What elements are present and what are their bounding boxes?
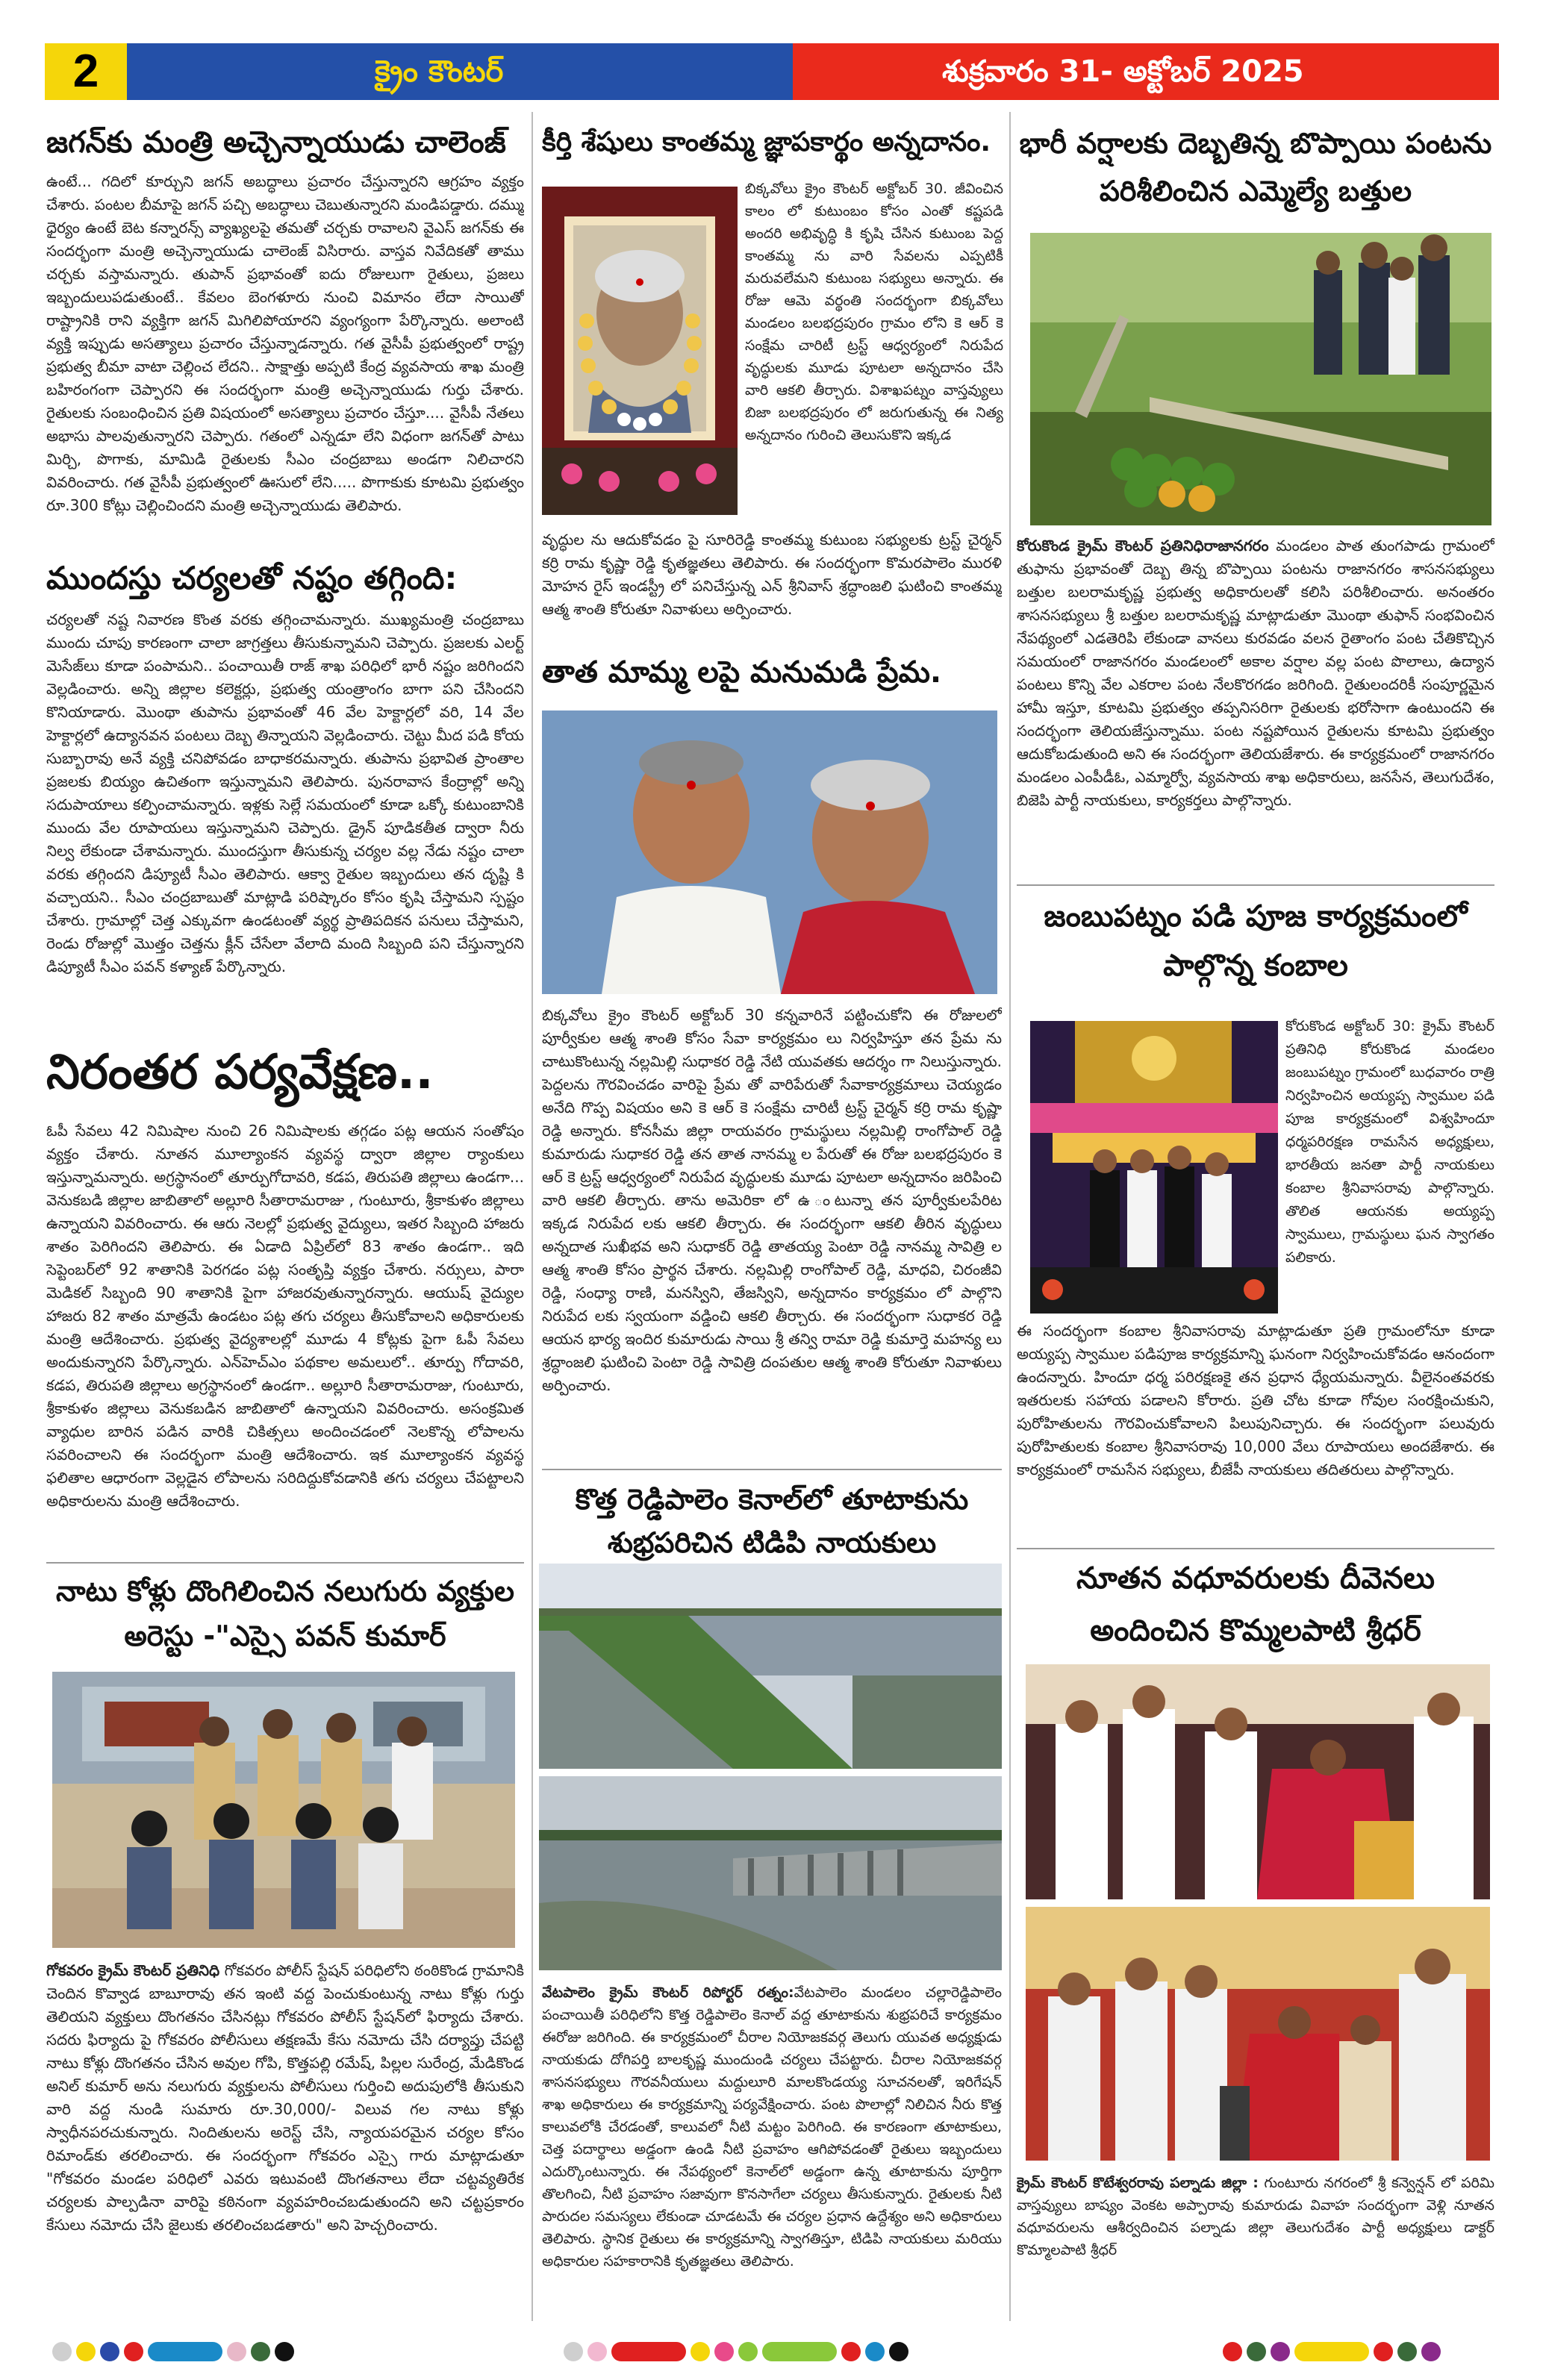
reg-dot bbox=[52, 2342, 72, 2361]
jagan-body: ఉంటే... గదిలో కూర్చుని జగన్ అబద్ధాలు ప్రచారం చేస్తున్నారని ఆగ్రహం వ్యక్తం చేశారు. పంటల బీమాపై జగన్ పచ్చి అబద్ధాలు చెబుతున్నారని మండిపడ్డారు. దమ్ము ధైర్యం ఉంటే బెట కన్నారన్స్ వ్యాఖ్యలపై తమతో చర్చకు రావాలని వైఎస్ జగన్‌కు ఈ సందర్భంగా మంత్రి అచ్చెన్నాయుడు చాలెంజ్ విసిరారు. వాస్తవ నివేదికతో తాము చర్చకు వస్తామన్నారు. తుపాన్ ప్రభావంతో ఐదు రోజులుగా రైతులు, ప్రజలు ఇబ్బందులుపడుతుంటే.. కేవలం బెంగళూరు నుంచి విమానం లేదా సాయితో రాష్ట్రానికి రాని వ్యక్తిగా జగన్ మిగిలిపోయారని వ్యంగ్యంగా పేర్కొన్నారు. అలాంటి వ్యక్తి ఇప్పుడు అసత్యాలు ప్రచారం చేస్తున్నాడన్నారు. గత వైసీపీ ప్రభుత్వంలో రాష్ట్ర ప్రభుత్వ బీమా వాటా చెల్లించ లేదని.. సాక్షాత్తు అప్పటి కేంద్ర వ్యవసాయ శాఖ మంత్రి బహిరంగంగా చెప్పారని ఈ సందర్భంగా మంత్రి అచ్చెన్నాయుడు గుర్తు చేశారు. రైతులకు సంబంధించిన ప్రతి విషయంలో అసత్యాలు ప్రచారం చేస్తూ.... వైసీపీ నేతలు అభాసు పాలవుతున్నారని చెప్పారు. గతంలో ఎన్నడూ లేని విధంగా జగన్‌తో పాటు మిర్చి, పొగాకు, మామిడి రైతులకు సీఎం చంద్రబాబు అండగా నిలిచారని వివరించారు. గత వైసీపీ ప్రభుత్వంలో ఊసులో లేని..... పొగాకుకు కూటమి ప్రభుత్వం రూ.300 కోట్లు చెల్లించిందని మంత్రి అచ్చెన్నాయుడు తెలిపారు. bbox=[46, 172, 524, 514]
canal-lead: వేటపాలెం క్రైమ్ కౌంటర్ రిపోర్టర్ రత్నం: bbox=[542, 1984, 794, 2001]
section-title: క్రైం కౌంటర్ bbox=[136, 43, 793, 100]
divider bbox=[542, 1469, 1002, 1470]
reg-dot bbox=[251, 2342, 270, 2361]
grandson-body: బిక్కవోలు క్రైం కౌంటర్ అక్టోబర్ 30 కన్నవారినే పట్టించుకోని ఈ రోజులలో పూర్వీకుల ఆత్మ శాంతి కోసం సేవా కార్యక్రమం లు నిర్వహిస్తూ తన ప్రేమ ను చాటుకొంటున్న నల్లమిల్లి సుధాకర రెడ్డి నేటి యువతకు ఆదర్శం గా నిలుస్తున్నారు. పెద్దలను గౌరవించడం వారిపై ప్రేమ తో వారిపేరుతో సేవాకార్యక్రమాలు చెయ్యడం అనేది గొప్ప విషయం అని కె ఆర్ కె సంక్షేమ చారిటీ ట్రస్ట్ చైర్మన్ కర్రి రామ కృష్ణా రెడ్డి అన్నారు. కోనసీమ జిల్లా రాయవరం గ్రామస్థులు నల్లమిల్లి రాంగోపాల్ రెడ్డి కుమారుడు సుధాకర రెడ్డి తన తాత నానమ్మ ల పేరుతో ఈ రోజు బలభద్రపురం కె ఆర్ కె ట్రస్ట్ ఆధ్వర్యంలో నిరుపేద వృద్ధులకు మూడు పూటలా అన్నదానం జరిపించి వారి ఆకలి తీర్చారు. తాను అమెరికా లో ఉ ంటున్నా తన పూర్వీకులపేరిట ఇక్కడ నిరుపేద లకు ఆకలి తీర్చారు. ఈ సందర్భంగా ఆకలి తీరిన వృద్ధులు అన్నదాత సుఖీభవ అని సుధాకర్ రెడ్డి తాతయ్య పెంటా రెడ్డి నానమ్మ సావిత్రి ల ఆత్మ శాంతి కోసం ప్రార్థన చేశారు. నల్లమిల్లి రాంగోపాల్ రెడ్డి, మాధవి, చిరంజీవి రెడ్డి, సంధ్యా రాణి, మనస్విని, తేజస్విని, అన్నదానం కార్యక్రమం లో పాల్గొని నిరుపేద లకు స్వయంగా వడ్డించి ఆకలి తీర్చారు. ఈ సందర్భంగా సుధాకర రెడ్డి ఆయన భార్య ఇందిర కుమారుడు సాయి శ్రీ తన్వి రామా రెడ్డి కుమార్తె మహన్య లు శ్రద్ధాంజలి ఘటించి పెంటా రెడ్డి సావిత్రి దంపతుల ఆత్మ శాంతి కోరుతూ నివాళులు అర్పించారు. bbox=[542, 1006, 1002, 1394]
canal-text: వేటపాలెం మండలం చల్లారెడ్డిపాలెం పంచాయితీ పరిధిలోని కొత్త రెడ్డిపాలెం కెనాల్ వద్ద తూటాకును శుభ్రపరిచే కార్యక్రమం ఈరోజు జరిగింది. ఈ కార్యక్రమంలో చీరాల నియోజకవర్గ తెలుగు యువత అధ్యక్షుడు నాయకుడు దోగిపర్తి బాలకృష్ణ ముందుండి చర్యలు చేపట్టారు. చీరాల నియోజకవర్గ శాసనసభ్యులు గౌరవనీయులు మద్దులూరి మాలకొండయ్య సూచనలతో, ఇరిగేషన్ శాఖ అధికారులు ఈ కార్యక్రమాన్ని పర్యవేక్షించారు. పంట పొలాల్లో నిలిచిన నీరు కొత్త కాలువలోకి చేరడంతో, కాలువలో నీటి మట్టం పెరిగింది. ఈ కారణంగా తూటాకులు, చెత్త పదార్థాలు అడ్డంగా ఉండి నీటి ప్రవాహం ఆగిపోవడంతో రైతులు ఇబ్బందులు ఎదుర్కొంటున్నారు. ఈ నేపథ్యంలో కెనాల్‌లో అడ్డంగా ఉన్న తూటాకును పూర్తిగా తొలగించి, నీటి ప్రవాహం సజావుగా కొనసాగేలా చర్యలు తీసుకున్నారు. రైతులకు నీటి పారుదల సమస్యలు లేకుండా చూడటమే ఈ చర్యల ప్రధాన ఉద్దేశ్యం అని అధికారులు తెలిపారు. స్థానిక రైతులు ఈ కార్యక్రమాన్ని స్వాగతిస్తూ, టిడిపి నాయకులు మరియు అధికారుల సహకారానికి కృతజ్ఞతలు తెలిపారు. bbox=[542, 1984, 1002, 2270]
wedding-photo-bottom bbox=[1026, 1907, 1490, 2161]
reg-dot bbox=[564, 2342, 583, 2361]
reg-dot bbox=[1397, 2342, 1417, 2361]
chicken-body bbox=[46, 1959, 524, 2287]
police-arrest-photo bbox=[52, 1672, 515, 1948]
papaya-lead: కోరుకొండ క్రైమ్ కౌంటర్ ప్రతినిధిరాజానగరం bbox=[1017, 537, 1269, 555]
chicken-text: గోకవరం పోలీస్ స్టేషన్ పరిధిలోని ఠంఠికొండ గ్రామానికి చెందిన కొవ్వాడ బాబూరావు తన ఇంటి వద్ద పెంచుకుంటున్న నాటు కోళ్లు గుర్తు తెలియని వ్యక్తులు దొంగతనం చేసినట్లు గోకవరం పోలీస్ స్టేషన్‌లో ఫిర్యాదు చేశారు. సదరు ఫిర్యాదు పై గోకవరం పోలీసులు తక్షణమే కేసు నమోదు చేసి దర్యాప్తు చేపట్టి నాటు కోళ్లు దొంగతనం చేసిన అవుల గోపి, కొత్తపల్లి రమేష్, పిల్లల సురేంద్ర, మేడికొండ అనిల్ కుమార్ అను నలుగురు వ్యక్తులను పోలీసులు గుర్తించి అదుపులోకి తీసుకుని వారి వద్ద నుండి సుమారు రూ.30,000/- విలువ గల నాటు కోళ్లు స్వాధీనపరచుకున్నారు. నిందితులను అరెస్ట్ చేసి, న్యాయపరమైన చర్యల కోసం రిమాండ్‌కు తరలించారు. ఈ సందర్భంగా గోకవరం ఎస్సై గారు మాట్లాడుతూ "గోకవరం మండల పరిధిలో ఎవరు ఇటువంటి దొంగతనాలు లేదా చట్టవ్యతిరేక చర్యలకు పాల్పడినా వారిపై కఠినంగా వ్యవహరించబడుతుందని అని చట్టప్రకారం కేసులు నమోదు చేసి జైలుకు తరలించబడతారు" అని హెచ్చరించారు. bbox=[46, 1961, 524, 2234]
issue-date: శుక్రవారం 31- అక్టోబర్ 2025 bbox=[793, 43, 1499, 100]
reg-dot bbox=[865, 2342, 885, 2361]
reg-bar bbox=[1294, 2342, 1369, 2361]
monitoring-headline: నిరంతర పర్యవేక్షణ.. bbox=[46, 1045, 434, 1100]
reg-dot bbox=[889, 2342, 908, 2361]
reg-dot bbox=[1223, 2342, 1242, 2361]
papaya-text: మండలం పాత తుంగపాడు గ్రామంలో తుఫాను ప్రభావంతో దెబ్బ తిన్న బొప్పాయి పంటను రాజానగరం శాసనసభ్యులు బత్తుల బలరామకృష్ణ ప్రభుత్వ అధికారులతో కలిసి పరిశీలించారు. అనంతరం శాసనసభ్యులు శ్రీ బత్తుల బలరామకృష్ణ మాట్లాడుతూ మొంథా తుఫాన్ సంభవించిన నేపథ్యంలో ఎడతెరిపి లేకుండా వానలు కురవడం వలన రైతాంగం పంట చేతికొచ్చిన సమయంలో రాజానగరం మండలంలో అకాల వర్షాల వల్ల పంట పొలాలు, ఉద్యాన పంటలు కొన్ని వేల ఎకరాల పంట నేలకొరగడం జరిగింది. రైతులందరికీ సంపూర్ణమైన హామీ ఇస్తూ, కూటమి ప్రభుత్వం తప్పనిసరిగా రైతులకు భరోసాగా ఉంటుందని ఈ సందర్భంగా తెలియజేస్తున్నాము. పంట నష్టపోయిన రైతులను కూటమి ప్రభుత్వం ఆదుకోబడుతుంది అని ఈ సందర్భంగా తెలియజేశారు. ఈ కార్యక్రమంలో రాజానగరం మండలం ఎంపీడీఓ, ఎమ్మార్వో, వ్యవసాయ శాఖ అధికారులు, జనసేన, తెలుగుదేశం, బిజెపి పార్టీ నాయకులు, కార్యకర్తలు పాల్గొన్నారు. bbox=[1017, 537, 1494, 809]
grandson-headline: తాత మామ్మ లపై మనుమడి ప్రేమ. bbox=[542, 655, 942, 690]
chicken-lead: గోకవరం క్రైమ్ కౌంటర్ ప్రతినిధి bbox=[46, 1961, 220, 1979]
annadanam-headline: కీర్తి శేషులు కాంతమ్మ జ్ఞాపకార్థం అన్నదానం. bbox=[542, 127, 991, 157]
wedding-lead: క్రైమ్ కౌంటర్ కొటేశ్వరరావు పల్నాడు జిల్లా : bbox=[1017, 2175, 1259, 2191]
color-registration-center bbox=[564, 2342, 908, 2361]
divider bbox=[46, 1562, 524, 1564]
reg-dot bbox=[275, 2342, 294, 2361]
monitoring-body: ఓపీ సేవలు 42 నిమిషాల నుంచి 26 నిమిషాలకు తగ్గడం పట్ల ఆయన సంతోషం వ్యక్తం చేశారు. నూతన మూల్యాంకన వ్యవస్థ ద్వారా జిల్లాల ర్యాంకులు ఇస్తున్నామన్నారు. అగ్రస్థానంలో తూర్పుగోదావరి, కడప, తిరుపతి జిల్లాలు ఉండగా... వెనుకబడి జిల్లాల జాబితాలో అల్లూరి సీతారామరాజు , గుంటూరు, శ్రీకాకుళం జిల్లాలు ఉన్నాయని వివరించారు. ఈ ఆరు నెలల్లో ప్రభుత్వ వైద్యులు, ఇతర సిబ్బంది హాజరు శాతం పెరిగిందని తెలిపారు. ఈ ఏడాది ఏప్రిల్‌లో 83 శాతం ఉండగా.. ఇది సెప్టెంబర్‌లో 92 శాతానికి పెరగడం పట్ల సంతృప్తి వ్యక్తం చేశారు. నర్సులు, పారా మెడికల్ సిబ్బంది 90 శాతానికి పైగా హాజరవుతున్నారన్నారు. ఆయుష్ వైద్యుల హాజరు 82 శాతం మాత్రమే ఉండటం పట్ల తగు చర్యలు తీసుకోవాలని అధికారులకు మంత్రి ఆదేశించారు. ప్రభుత్వ వైద్యశాలల్లో మూడు 4 కోట్లకు పైగా ఓపీ సేవలు అందుకున్నారని పేర్కొన్నారు. ఎన్‌హెచ్‌ఎం పథకాల అమలులో.. తూర్పు గోదావరి, కడప, తిరుపతి జిల్లాలు అగ్రస్థానంలో ఉండగా.. అల్లూరి సీతారామరాజు, గుంటూరు, శ్రీకాకుళం జిల్లాలు వెనుకబడిన జాబితాలో ఉన్నాయని వివరించారు. అసంక్రమిత వ్యాధుల బారిన పడిన వారికి చికిత్సలు అందించడంలో నెలకొన్న లోపాలను సవరించాలని ఈ సందర్భంగా మంత్రి ఆదేశించారు. ఇక మూల్యాంకన వ్యవస్థ ఫలితాల ఆధారంగా వెల్లడైన లోపాలను సరిదిద్దుకోవడానికి తగు చర్యలు చేపట్టాలని అధికారులను మంత్రి ఆదేశించారు. bbox=[46, 1122, 524, 1510]
annadanam-body-rest: వృద్ధుల ను ఆదుకోవడం పై సూరిరెడ్డి కాంతమ్మ కుటుంబ సభ్యులకు ట్రస్ట్ చైర్మన్ కర్రి రామ కృష్ణా రెడ్డి కృతజ్ఞతలు తెలిపారు. ఈ సందర్భంగా కొమరపాలెం మురళి మోహన రైస్ ఇండస్ట్రీ లో పనిచేస్తున్న ఎన్ శ్రీనివాస్ శ్రద్ధాంజలి ఘటించి కాంతమ్మ ఆత్మ శాంతి కోరుతూ నివాళులు అర్పించారు. bbox=[542, 531, 1002, 618]
canal-body bbox=[542, 1981, 1002, 2295]
wedding-text: గుంటూరు నగరంలో శ్రీ కన్వెన్షన్ లో పరిమి వాస్తవ్యులు బాష్యం వెంకట అప్పారావు కుమారుడు వివాహ సందర్భంగా వెళ్లి నూతన వధూవరులను ఆశీర్వదించిన పల్నాడు జిల్లా తెలుగుదేశం పార్టీ అధ్యక్షులు డాక్టర్ కొమ్మాలపాటి శ్రీధర్ bbox=[1017, 2175, 1494, 2258]
kambala-body-rest: ఈ సందర్భంగా కంబాల శ్రీనివాసరావు మాట్లాడుతూ ప్రతి గ్రామంలోనూ కూడా అయ్యప్ప స్వాముల పడిపూజ కార్యక్రమాన్ని ఘనంగా నిర్వహించుకోవడం ఆనందంగా ఉందన్నారు. హిందూ ధర్మ పరిరక్షణకై తన ప్రధాన ధ్యేయమన్నారు. వీలైనంతవరకు ఇతరులకు సహాయ పడాలని కోరారు. ప్రతి చోట కూడా గోవుల సంరక్షించుకుని, పురోహితులను గౌరవించుకోవాలని పిలుపునిచ్చారు. ఈ సందర్భంగా పలువురు పురోహితులకు కంబాల శ్రీనివాసరావు 10,000 వేలు రూపాయలు అందజేశారు. ఈ కార్యక్రమంలో రామసేన సభ్యులు, బీజేపీ నాయకులు తదితరులు పాల్గొన్నారు. bbox=[1017, 1322, 1494, 1478]
papaya-body bbox=[1017, 534, 1494, 878]
reg-dot bbox=[1421, 2342, 1441, 2361]
reg-dot bbox=[841, 2342, 861, 2361]
jagan-headline: జగన్‌కు మంత్రి అచ్చెన్నాయుడు చాలెంజ్ bbox=[46, 125, 506, 160]
reg-dot bbox=[124, 2342, 143, 2361]
reg-dot bbox=[76, 2342, 96, 2361]
chicken-headline: నాటు కోళ్లు దొంగిలించిన నలుగురు వ్యక్తుల అరెస్టు -"ఎస్సై పవన్ కుమార్ bbox=[56, 1575, 514, 1652]
color-registration-left bbox=[52, 2342, 294, 2361]
wedding-headline: నూతన వధూవరులకు దీవెనలు అందించిన కొమ్మలపాటి శ్రీధర్ bbox=[1076, 1561, 1436, 1648]
masthead-divider bbox=[127, 43, 136, 100]
padi-pooja-photo bbox=[1030, 1021, 1278, 1314]
divider bbox=[1017, 884, 1494, 886]
reg-dot bbox=[691, 2342, 710, 2361]
color-registration-right bbox=[1223, 2342, 1441, 2361]
papaya-field-photo bbox=[1030, 233, 1491, 525]
canal-photo-top bbox=[539, 1564, 1002, 1769]
reg-dot bbox=[1271, 2342, 1290, 2361]
reg-dot bbox=[738, 2342, 758, 2361]
precaution-headline: ముందస్తు చర్యలతో నష్టం తగ్గింది: bbox=[46, 560, 458, 596]
wedding-body bbox=[1017, 2172, 1494, 2276]
reg-bar bbox=[148, 2342, 222, 2361]
reg-dot bbox=[1247, 2342, 1266, 2361]
column-rule bbox=[1009, 112, 1011, 2321]
reg-dot bbox=[714, 2342, 734, 2361]
canal-headline: కొత్త రెడ్డిపాలెం కెనాల్‌లో తూటాకును శుభ్రపరిచిన టిడిపి నాయకులు bbox=[575, 1483, 969, 1559]
canal-photo-bottom bbox=[539, 1776, 1002, 1970]
reg-bar bbox=[611, 2342, 686, 2361]
precaution-body: చర్యలతో నష్ట నివారణ కొంత వరకు తగ్గించామన్నారు. ముఖ్యమంత్రి చంద్రబాబు ముందు చూపు కారణంగా చాలా జాగ్రత్తలు తీసుకున్నామని చెప్పారు. ప్రజలకు ఎలర్ట్ మెసేజ్‌లు కూడా పంపామని.. పంచాయితీ రాజ్ శాఖ పరిధిలో భారీ నష్టం జరిగిందని వెల్లడించారు. అన్ని జిల్లాల కలెక్టర్లు, ప్రభుత్వ యంత్రాంగం బాగా పని చేసిందని కొనియాడారు. మొంథా తుపాను ప్రభావంతో 46 వేల హెక్టార్లలో వరి, 14 వేల హెక్టార్లలో ఉద్యానవన పంటలు దెబ్బ తిన్నాయని వెల్లడించారు. చెట్టు మీద పడి కోయ సుబ్బారావు అనే వ్యక్తి చనిపోవడం బాధాకరమన్నారు. తుపాను ప్రభావిత ప్రాంతాల ప్రజలకు బియ్యం ఉచితంగా ఇస్తున్నామని తెలిపారు. పునరావాస కేంద్రాల్లో అన్ని సదుపాయాలు కల్పించామన్నారు. ఇళ్లకు సెల్లే సమయంలో కూడా ఒక్కో కుటుంబానికి ముందు వేల రూపాయలు ఇస్తున్నామని చెప్పారు. డ్రైన్ పూడికతీత ద్వారా నీరు నిల్వ లేకుండా చేశామన్నారు. ముందస్తుగా తీసుకున్న చర్యల వల్ల నేడు నష్టం చాలా వరకు తగ్గిందని డిప్యూటీ సీఎం తెలిపారు. ఆక్వా రైతుల ఇబ్బందులు తన దృష్టి కి వచ్చాయని.. సీఎం చంద్రబాబుతో మాట్లాడి పరిష్కారం కోసం కృషి చేస్తామని స్పష్టం చేశారు. గ్రామాల్లో చెత్త ఎక్కువగా ఉండటంతో వ్యర్థ ప్రాతిపదికన పనులు చేస్తామని, రెండు రోజుల్లో మొత్తం చెత్తను క్లీన్ చేసేలా వేలాది మంది సిబ్బంది పని చేస్తున్నారని డిప్యూటీ సీఎం పవన్ కళ్యాణ్ పేర్కొన్నారు. bbox=[46, 610, 524, 975]
page-number: 2 bbox=[45, 43, 127, 100]
wedding-photo-top bbox=[1026, 1664, 1490, 1899]
elderly-couple-photo bbox=[542, 710, 997, 994]
reg-dot bbox=[1374, 2342, 1393, 2361]
divider bbox=[1017, 1548, 1494, 1549]
annadanam-body-top: బిక్కవోలు క్రైం కౌంటర్ అక్టోబర్ 30. జీవించిన కాలం లో కుటుంబం కోసం ఎంతో కష్టపడి అందరి అభివృద్ధి కి కృషి చేసిన కుటుంబ పెద్ద కాంతమ్మ ను వారి సేవలను ఎప్పటికీ మరువలేమని కుటుంబ సభ్యులు అన్నారు. ఈ రోజు ఆమె వర్థంతి సందర్భంగా బిక్కవోలు మండలం బలభద్రపురం గ్రామం లోని కె ఆర్ కె సంక్షేమ చారిటీ ట్రస్ట్ ఆధ్వర్యంలో నిరుపేద వృద్ధులకు మూడు పూటలా అన్నదానం చేసి వారి ఆకలి తీర్చారు. విశాఖపట్నం వాస్తవ్యులు బిజా బలభద్రపురం లో జరుగుతున్న ఈ నిత్య అన్నదానం గురించి తెలుసుకొని ఇక్కడ bbox=[745, 181, 1003, 443]
column-rule bbox=[532, 112, 533, 2321]
portrait-garlanded-photo bbox=[542, 187, 738, 515]
reg-dot bbox=[100, 2342, 119, 2361]
reg-dot bbox=[227, 2342, 246, 2361]
reg-bar bbox=[762, 2342, 837, 2361]
papaya-headline: భారీ వర్షాలకు దెబ్బతిన్న బొప్పాయి పంటను పరిశీలించిన ఎమ్మెల్యే బత్తుల bbox=[1019, 127, 1492, 207]
kambala-body-top: కోరుకొండ అక్టోబర్ 30: క్రైమ్ కౌంటర్ ప్రతినిధి కోరుకొండ మండలం జంబుపట్నం గ్రామంలో బుధవారం రాత్రి నిర్వహించిన అయ్యప్ప స్వాముల పడి పూజ కార్యక్రమంలో విశ్వహిందూ ధర్మపరిరక్షణ రామసేన అధ్యక్షులు, భారతీయ జనతా పార్టీ నాయకులు కంబాల శ్రీనివాసరావు పాల్గొన్నారు. తొలిత ఆయనకు అయ్యప్ప స్వాములు, గ్రామస్థులు ఘన స్వాగతం పలికారు. bbox=[1285, 1018, 1494, 1266]
kambala-headline: జంబుపట్నం పడి పూజ కార్యక్రమంలో పాల్గొన్న కంబాల bbox=[1044, 899, 1468, 983]
reg-dot bbox=[587, 2342, 607, 2361]
